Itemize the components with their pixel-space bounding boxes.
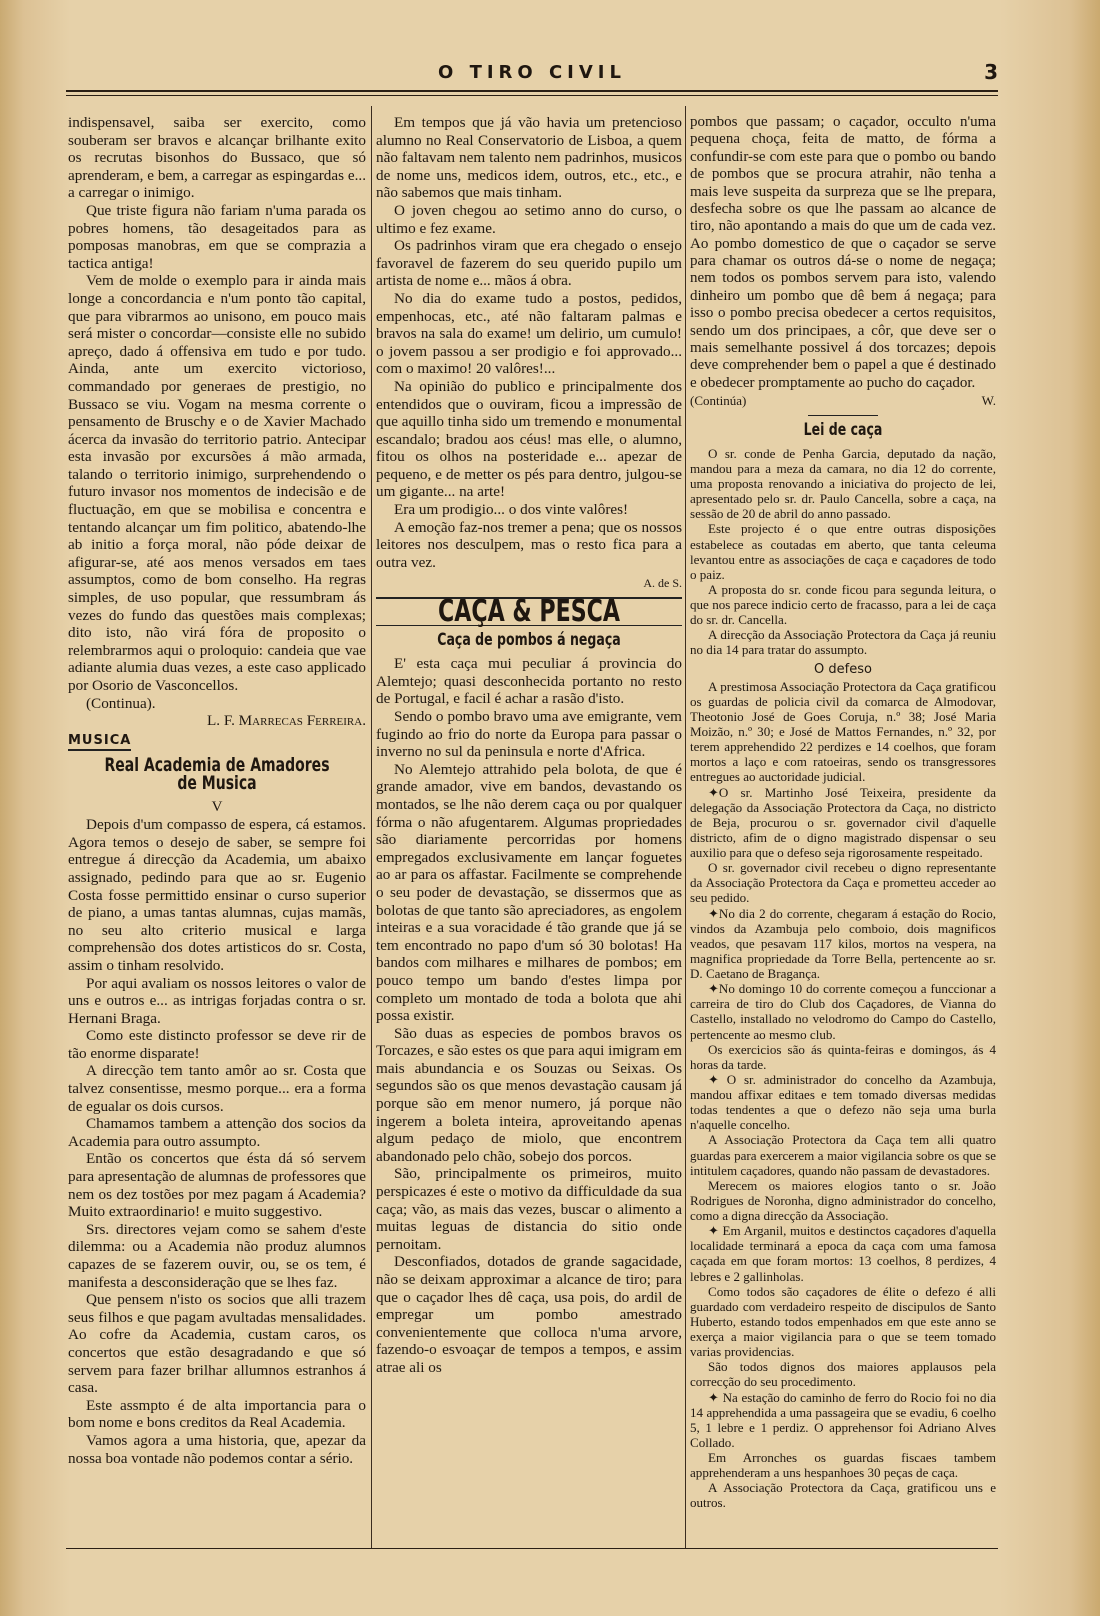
paragraph: A proposta do sr. conde ficou para segunda leitura, o que nos parece indicio certo de fracasso, para a lei de caça do sr. dr. Cancella.	[690, 581, 996, 628]
paragraph: A emoção faz-nos tremer a pena; que os nossos leitores nos desculpem, mas o resto fica para a outra vez.	[376, 518, 682, 571]
paragraph: A direcção tem tanto amôr ao sr. Costa que talvez consentisse, mesmo porque... era a forma de egualar os dois cursos.	[68, 1062, 366, 1115]
footer-rule	[66, 1548, 998, 1549]
author-signature: L. F. Marrecas Ferreira.	[206, 712, 366, 730]
paragraph: Os padrinhos viram que era chegado o ensejo favoravel de fazerem do seu querido pupilo um artista de nome e... mãos á obra.	[376, 237, 682, 290]
paragraph: Em Arronches os guardas fiscaes tambem apprehenderam a uns hespanhoes 30 peças de caça.	[690, 1450, 996, 1481]
paragraph: No Alemtejo attrahido pela bolota, de que é grande amador, vive em bandos, devastando os montados, se lhe não derem caça ou por qualquer fórma o não afugentarem. Algumas propriedades são diariamente percorridas por homens empregados exclusivamente em lançar foguetes ao ar para os affastar. Facilmente se comprehende o seu poder de devastação, se dissermos que as bolotas de que tanto são apreciadores, as engolem inteiras e a sua voracidade é tão grande que já se tem encontrado no papo d'um só 30 bolotas! Ha bandos com milhares e milhares de pombos; em pouco tempo um bando d'estes limpa por completo um montado de toda a bolota que ahi possa existir.	[376, 760, 682, 1025]
paragraph: Era um prodigio... o dos vinte valôres!	[394, 501, 629, 519]
page-header	[66, 62, 998, 86]
column-3	[690, 114, 996, 1511]
continua-note: (Continua).	[86, 694, 156, 712]
paragraph: Vamos agora a uma historia, que, apezar da nossa boa vontade não podemos contar a sério.	[68, 1431, 366, 1467]
paragraph: ✦No domingo 10 do corrente começou a funccionar a carreira de tiro do Club dos Caçadores, de Vianna do Castello, installado no velodromo do Campo do Castello, pertencente ao mesmo club.	[690, 981, 996, 1042]
paragraph: Este projecto é o que entre outras disposições estabelece as coutadas em aberto, que tanta celeuma levantou entre as associações de caça e caçadores de todo o paiz.	[690, 521, 996, 582]
paragraph: Em tempos que já vão havia um pretencioso alumno no Real Conservatorio de Lisboa, a quem não faltavam nem talento nem padrinhos, musicos de nome uns, medicos idem, outros, etc., etc., e não sabemos que mais tinham.	[376, 114, 682, 202]
paragraph: ✦ Na estação do caminho de ferro do Rocio foi no dia 14 apprehendida a uma passageira que se evadiu, 6 coelho 5, 1 lebre e 1 perdiz. O apprehensor foi Adriano Alves Collado.	[690, 1389, 996, 1450]
article-title: Real Academia de Amadores de Musica	[104, 754, 330, 794]
section-heading-box	[376, 594, 682, 630]
paragraph: Desconfiados, dotados de grande sagacidade, não se deixam approximar a alcance de tiro; para que o caçador lhes dê caça, usa pois, do ardil de empregar um pombo amestrado convenientemente que colloca n'uma arvore, fazendo-o esvoaçar de tempos a tempos, e assim atrae ali os	[376, 1253, 682, 1376]
paragraph: No dia do exame tudo a postos, pedidos, empenhocas, etc., até não faltaram palmas e bravos na sala do exame! um delirio, um cumulo! o jovem passou a ser prodigio e foi approvado... com o maximo! 20 valôres!...	[376, 289, 682, 378]
paragraph: Chamamos tambem a attenção dos socios da Academia para outro assumpto.	[68, 1115, 366, 1150]
column-2	[376, 114, 682, 1377]
paragraph: O sr. conde de Penha Garcia, deputado da nação, mandou para a meza da camara, no dia 12 do corrente, uma proposta renovando a iniciativa do projecto de lei, apresentado pelo sr. dr. Paulo Cancella, sobre a caça, na sessão de 20 de abril do anno passado.	[690, 445, 996, 522]
paragraph: Vem de molde o exemplo para ir ainda mais longe a concordancia e n'um ponto tão capital, que para vibrarmos ao unisono, em pouco mais será mister o concordar—consiste elle no subido apreço, dado á offensiva em tudo e por tudo. Ainda, ante um exercito victorioso, commandado por generaes de prestigio, no Bussaco se viu. Vogam na mesma corrente o pensamento de Bruschy e o de Xavier Machado ácerca da invasão do territorio patrio. Antecipar esta invasão por excursões á mão armada, talando o territorio inimigo, surprehendendo o futuro invasor nos momentos de indecisão e de fluctuação, em que se mobilisa e concentra e tentando alcançar um fim politico, abatendo-lhe ab initio a força moral, não póde deixar de afigurar-se, até aos menos versados em taes assumptos, como de bom conselho. Ha regras simples, de uso popular, que ressumbram ás vezes do fundo das questões mais complexas; dito isto, não virá fóra de proposito o relembrarmos aqui o proloquio: candeia que vae adiante alumia duas vezes, a este caso applicado por Osorio de Vasconcellos.	[68, 272, 366, 694]
paragraph: Como todos são caçadores de élite o defezo é alli guardado com verdadeiro respeito de discipulos de Santo Huberto, estando todos empenhados em que este anno se exerça a maior vigilancia para o que se teem tomado varias providencias.	[690, 1283, 996, 1360]
article-title: Lei de caça	[803, 420, 883, 441]
section-label-musica: MUSICA	[68, 732, 131, 752]
paragraph: Então os concertos que ésta dá só servem para apresentação de alumnas de professores que nem os dez tostões por mez pagam á Academia? Muito extraordinario! e muito suggestivo.	[68, 1150, 366, 1221]
header-rule-thin	[66, 95, 998, 96]
paragraph: Este assmpto é de alta importancia para o bom nome e bons creditos da Real Academia.	[68, 1396, 366, 1432]
paragraph: Srs. directores vejam como se sahem d'este dilemma: ou a Academia não produz alumnos capazes de se fazerem ouvir, ou, se os tem, é manifesta a desconsideração que se lhes faz.	[68, 1220, 366, 1291]
continua-note: (Continúa)	[690, 393, 747, 408]
paragraph: Como este distincto professor se deve rir de tão enorme disparate!	[68, 1027, 366, 1062]
paragraph: A Associação Protectora da Caça tem alli quatro guardas para exercerem a maior vigilancia sobre os que se intitulem caçadores, quando não passam de devastadores.	[690, 1132, 996, 1178]
page-number: 3	[984, 60, 998, 84]
paragraph: A prestimosa Associação Protectora da Caça gratificou os guardas de policia civil da comarca de Almodovar, Theotonio José de Goes Coruja, n.º 38; José Maria Moizão, n.º 30; e José de Mattos Fernandes, n.º 32, por terem apprehendido 22 perdizes e 14 coelhos, que foram mortos a laço e com ratoeiras, sendo os transgressores entregues ao auctoridade judicial.	[690, 678, 996, 785]
paragraph: ✦ O sr. administrador do concelho da Azambuja, mandou affixar editaes e tem tomado diversas medidas todas tendentes a que o defezo não seja uma burla n'aquelle concelho.	[690, 1071, 996, 1133]
subheading: O defeso	[814, 661, 872, 677]
paragraph: São, principalmente os primeiros, muito perspicazes é este o motivo da difficuldade da sua caça; vão, as mais das vezes, buscar o alimento a muitas leguas de distancia do sitio onde pernoitam.	[376, 1165, 682, 1253]
paragraph: Que pensem n'isto os socios que alli trazem seus filhos e que pagam avultadas mensalidades. Ao cofre da Academia, custam caros, os concertos que estão desagradando e que só servem para fazer brilhar allumnos estranhos á casa.	[68, 1291, 366, 1397]
paragraph: ✦No dia 2 do corrente, chegaram á estação do Rocio, vindos da Azambuja pelo comboio, dois magnificos veados, que pesavam 117 kilos, mortos na vespera, na magnifica propriedade da Torre Bella, pertencente ao sr. D. Caetano de Bragança.	[690, 905, 996, 981]
running-title: O TIRO CIVIL	[438, 62, 626, 83]
paragraph: ✦O sr. Martinho José Teixeira, presidente da delegação da Associação Protectora da Caça, no districto de Beja, procurou o sr. governador civil d'aquelle districto, afim de o digno magistrado dispensar o seu auxilio para que o defeso seja rigorosamente respeitado.	[690, 784, 996, 860]
paragraph: Na opinião do publico e principalmente dos entendidos que o ouviram, ficou a impressão de que aquillo tinha sido um tremendo e monumental escandalo; bradou aos céus! mas elle, o alumno, fitou os olhos na posteridade e... apezar de pequeno, e de metter os pés para dentro, julgou-se um gigante... na arte!	[376, 377, 682, 501]
divider	[808, 415, 878, 416]
column-1	[68, 114, 366, 1467]
column-divider-2	[685, 106, 686, 1548]
paragraph: Que triste figura não fariam n'uma parada os pobres homens, tão desageitados para as pomposas manobras, em que se comprazia a tactica antiga!	[68, 201, 366, 272]
paragraph: O joven chegou ao setimo anno do curso, o ultimo e fez exame.	[376, 201, 682, 237]
paragraph: São todos dignos dos maiores applausos pela correcção do seu procedimento.	[690, 1359, 996, 1390]
paragraph: São duas as especies de pombos bravos os Torcazes, e são estes os que para aqui imigram em mais abundancia e os Souzas ou Seixas. Os segundos são os que menos devastação causam já porque são em menor numero, já porque não ingerem a boleta inteira, aproveitando apenas algum pedaço de miolo, que encontrem abandonado pelo chão, sobejo dos porcos.	[376, 1024, 682, 1165]
paragraph: Sendo o pombo bravo uma ave emigrante, vem fugindo ao frio do norte da Europa para passar o inverno no sul da peninsula e norte d'Africa.	[376, 708, 682, 761]
paragraph: A Associação Protectora da Caça, gratificou uns e outros.	[690, 1480, 996, 1511]
continua-row	[690, 392, 996, 409]
header-rule-thick	[66, 90, 998, 92]
paragraph: ✦ Em Arganil, muitos e destinctos caçadores d'aquella localidade terminará a epoca da caça com uma famosa caçada em que foram mortos: 13 coelhos, 8 perdizes, 4 lebres e 2 gallinholas.	[690, 1223, 996, 1284]
paragraph: Depois d'um compasso de espera, cá estamos. Agora temos o desejo de saber, se sempre foi entregue á direcção da Academia, um abaixo assignado, pedindo para que ao sr. Eugenio Costa fosse permittido ensinar o curso superior de piano, a umas tantas alumnas, cujas mamãs, no seu alto criterio musical e larga comprehensão dos dotes artisticos do sr. Costa, assim o tinham resolvido.	[68, 816, 366, 974]
paragraph: indispensavel, saiba ser exercito, como souberam ser bravos e alcançar brilhante exito os recrutas bisonhos do Bussaco, que só aprenderam, e bem, a carregar as espingardas e... a carregar o inimigo.	[68, 114, 366, 202]
author-signature: A. de S.	[643, 576, 682, 591]
article-number: V	[211, 798, 223, 815]
section-title: CAÇA & PESCA	[437, 594, 621, 630]
paragraph: pombos que passam; o caçador, occulto n'uma pequena choça, feita de matto, de fórma a confundir-se com este para que o pombo ou bando de pombos que se procura atrahir, não tenha a mais leve suspeita da surpreza que se lhe prepara, desfecha sobre os que lhe passam ao alcance de tiro, não apontando a mais do que um de cada vez. Ao pombo domestico de que o caçador se serve para chamar os outros dá-se o nome de negaça; nem todos os pombos servem para isto, valendo dinheiro um pombo que dê bem á negaça; para isso o pombo precisa obedecer a certos requisitos, sendo um dos principaes, a côr, que deve ser o mais semelhante possivel á dos torcazes; depois deve comprehender bem o papel a que é destinado e obedecer promptamente ao pucho do caçador.	[690, 114, 996, 391]
lei-de-caca-body	[690, 446, 996, 1511]
paragraph: A direcção da Associação Protectora da Caça já reuniu no dia 14 para tratar do assumpto.	[690, 627, 996, 658]
paragraph: Merecem os maiores elogios tanto o sr. João Rodrigues de Noronha, digno administrador do concelho, como a digna direcção da Associação.	[690, 1177, 996, 1223]
article-title: Caça de pombos á negaça	[437, 629, 621, 650]
column-divider-1	[371, 106, 372, 1548]
author-signature: W.	[981, 393, 996, 408]
paragraph: Por aqui avaliam os nossos leitores o valor de uns e outros e... as intrigas forjadas contra o sr. Hernani Braga.	[68, 974, 366, 1027]
paragraph: E' esta caça mui peculiar á provincia do Alemtejo; quasi desconhecida portanto no resto de Portugal, e facil é achar a rasão d'isto.	[376, 655, 682, 708]
paragraph: Os exercicios são ás quinta-feiras e domingos, ás 4 horas da tarde.	[690, 1041, 996, 1072]
paragraph: O sr. governador civil recebeu o digno representante da Associação Protectora da Caça e prometteu acceder ao seu pedido.	[690, 860, 996, 906]
